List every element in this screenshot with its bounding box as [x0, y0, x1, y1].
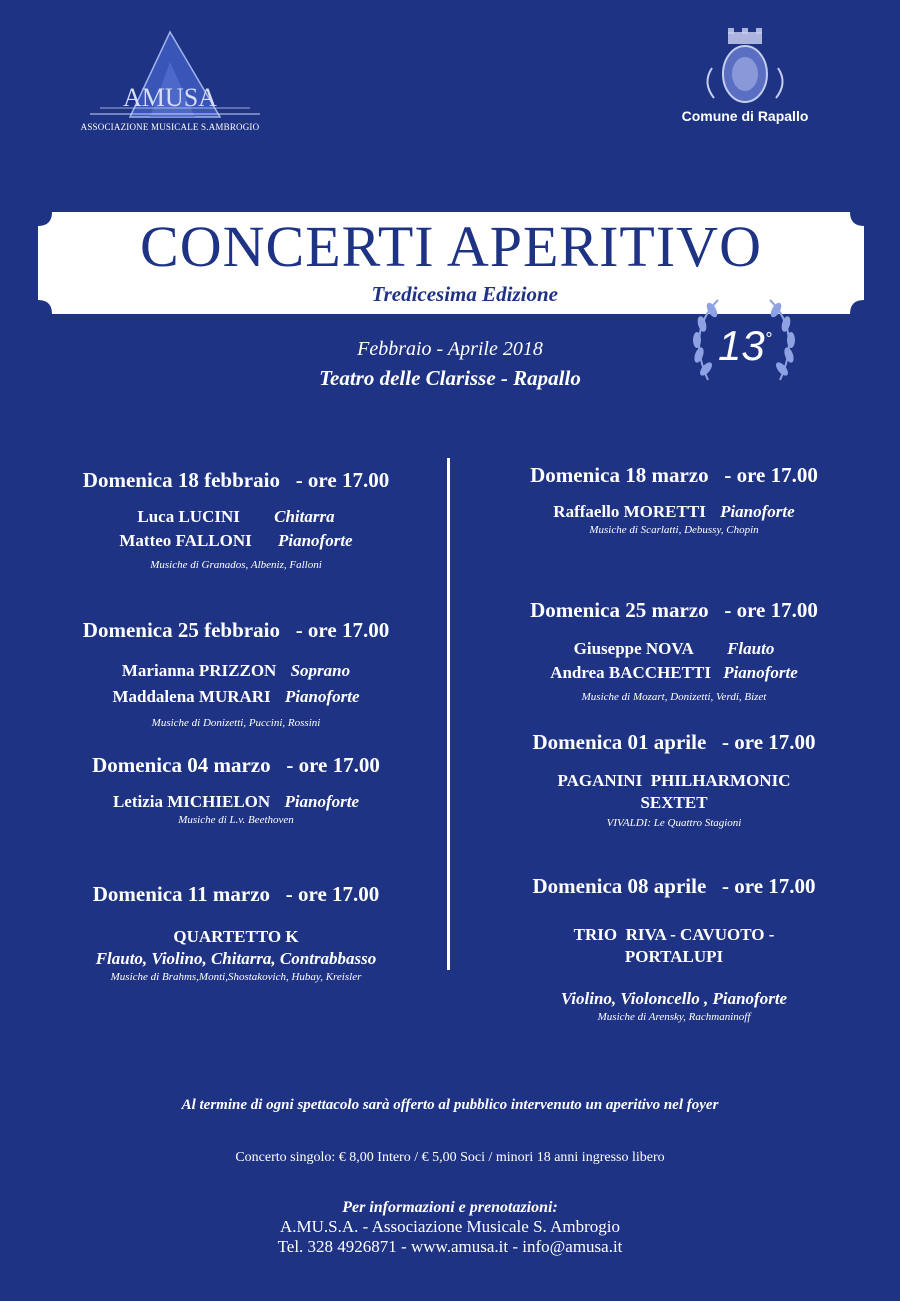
event-block: [464, 730, 884, 829]
ensemble-name: QUARTETTO K: [173, 927, 299, 946]
performer-role: Flauto: [727, 639, 775, 658]
event-block: [26, 618, 446, 729]
performer-role: Chitarra: [274, 507, 335, 526]
event-date: Domenica 11 marzo - ore 17.00: [92, 882, 380, 906]
ensemble-instruments: Flauto, Violino, Chitarra, Contrabbasso: [95, 949, 377, 968]
performer-line: [464, 663, 884, 683]
ensemble-name: TRIO RIVA - CAVUOTO -: [573, 925, 775, 944]
info-organization: A.MU.S.A. - Associazione Musicale S. Ambrogio: [280, 1217, 620, 1236]
amusa-logo-text: AMUSA: [123, 83, 217, 112]
performer-line: [26, 792, 446, 812]
ensemble-name-line2: SEXTET: [640, 793, 708, 812]
rapallo-crest-icon: [700, 28, 790, 108]
performer-line: [464, 639, 884, 659]
event-block: [26, 753, 446, 826]
performer-line: [26, 531, 446, 551]
performer-role: Pianoforte: [284, 792, 360, 811]
performer-name: Matteo FALLONI: [119, 531, 252, 550]
event-block: [464, 874, 884, 1023]
event-title: CONCERTI APERITIVO: [140, 214, 762, 279]
performer-name: Luca LUCINI: [137, 507, 240, 526]
performer-line: [26, 661, 446, 681]
ensemble-instruments: Violino, Violoncello , Pianoforte: [560, 989, 788, 1008]
event-program: Musiche di Scarlatti, Debussy, Chopin: [589, 524, 759, 536]
event-block: [464, 598, 884, 703]
edition-number-value: 13: [718, 322, 765, 369]
performer-role: Pianoforte: [720, 502, 795, 521]
edition-number: [700, 322, 790, 370]
event-program: Musiche di L.v. Beethoven: [178, 814, 294, 826]
season-dates: Febbraio - Aprile 2018: [357, 338, 543, 360]
ticket-prices: Concerto singolo: € 8,00 Intero / € 5,00 Soci / minori 18 anni ingresso libero: [235, 1150, 665, 1165]
column-divider: [447, 458, 450, 970]
performer-name: Andrea BACCHETTI: [550, 663, 711, 682]
event-date: Domenica 25 marzo - ore 17.00: [530, 598, 818, 622]
info-heading: Per informazioni e prenotazioni:: [342, 1199, 558, 1216]
season-venue: Teatro delle Clarisse - Rapallo: [319, 366, 581, 390]
ensemble-name: PAGANINI PHILHARMONIC: [557, 771, 791, 790]
performer-line: [26, 507, 446, 527]
performer-role: Soprano: [290, 661, 351, 680]
performer-role: Pianoforte: [723, 663, 798, 682]
performer-name: Maddalena MURARI: [112, 687, 271, 706]
comune-label: Comune di Rapallo: [681, 108, 809, 124]
event-date: Domenica 08 aprile - ore 17.00: [532, 874, 816, 898]
event-subtitle: Tredicesima Edizione: [371, 282, 558, 306]
performer-role: Pianoforte: [284, 687, 360, 706]
event-program: Musiche di Arensky, Rachmaninoff: [597, 1011, 751, 1023]
ensemble-name-line2: PORTALUPI: [624, 947, 724, 966]
event-program: VIVALDI: Le Quattro Stagioni: [606, 817, 742, 829]
aperitivo-note: Al termine di ogni spettacolo sarà offerto al pubblico intervenuto un aperitivo nel foyer: [181, 1097, 719, 1113]
event-program: Musiche di Granados, Albeniz, Falloni: [150, 559, 322, 571]
amusa-logo: [70, 22, 270, 137]
amusa-caption: ASSOCIAZIONE MUSICALE S.AMBROGIO: [80, 122, 260, 132]
event-date: Domenica 18 marzo - ore 17.00: [530, 463, 818, 487]
event-date: Domenica 18 febbraio - ore 17.00: [82, 468, 390, 492]
event-date: Domenica 01 aprile - ore 17.00: [532, 730, 816, 754]
event-program: Musiche di Brahms,Monti,Shostakovich, Hubay, Kreisler: [110, 971, 362, 983]
event-date: Domenica 25 febbraio - ore 17.00: [82, 618, 390, 642]
performer-name: Letizia MICHIELON: [112, 792, 271, 811]
performer-name: Marianna PRIZZON: [121, 661, 277, 680]
performer-name: Raffaello MORETTI: [553, 502, 706, 521]
event-date: Domenica 04 marzo - ore 17.00: [92, 753, 380, 777]
event-block: [464, 463, 884, 536]
performer-name: Giuseppe NOVA: [573, 639, 693, 658]
performer-line: [26, 687, 446, 707]
info-contacts: Tel. 328 4926871 - www.amusa.it - info@amusa.it: [277, 1237, 623, 1256]
event-block: [26, 882, 446, 983]
event-program: Musiche di Donizetti, Puccini, Rossini: [151, 717, 321, 729]
performer-line: [464, 502, 884, 522]
event-program: Musiche di Mozart, Donizetti, Verdi, Bizet: [581, 691, 767, 703]
event-block: [26, 468, 446, 571]
edition-degree: °: [764, 329, 772, 349]
performer-role: Pianoforte: [278, 531, 353, 550]
